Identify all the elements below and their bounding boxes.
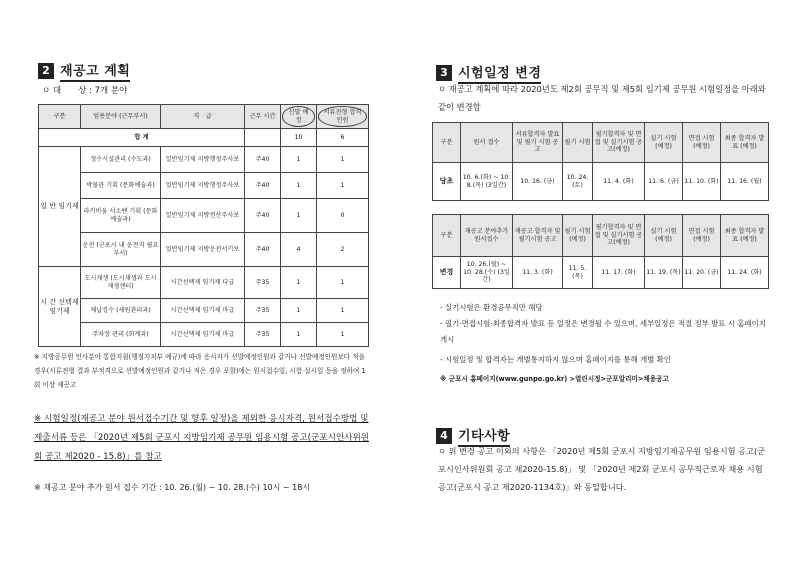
header-grade: 직 급	[161, 105, 245, 129]
total-row: 합 계 10 6	[39, 129, 369, 147]
table-row: 박물관 기획 (문화예술과) 일반임기제 지방행정주사보 주40 1 1	[39, 173, 369, 199]
schedule-reference-note: ※ 시험일정(재공고 분야 원서접수기간 및 향후 일정)을 제외한 응시자격, 원서접수방법 및 제출서류 등은 「2020년 제5회 군포시 지방임기제 공무원 임용시험 공고(군포시인사위원회 공고 제2020 - 15.8)」를 참고	[34, 414, 370, 462]
other-matters-body: ㅇ 위 변경 공고 이외의 사항은 「2020년 제5회 군포시 지방임기제공무원 임용시험 공고(군포시인사위원회 공고 제2020-15.8)」 및 「2020년 제2회 군포시 공무직근로자 채용 시험 공고(군포시 공고 제2020-1134호)」와 동일합니다.	[438, 446, 766, 492]
homepage-link-note: ※ 군포시 홈페이지(www.gunpo.go.kr) >열린시정>군포알리미>채용공고	[440, 375, 669, 383]
schedule-change-intro: ㅇ 재공고 계획에 따라 2020년도 제2회 공무직 및 제5회 임기제 공무원 시험일정을 아래와 같이 변경함	[438, 84, 766, 112]
section-number: 2	[38, 63, 54, 79]
changed-schedule-table: 구분 재공고 분야추가 원서접수 재공고 합격자 및 필기시험 공고 필기 시험 (예정) 필기합격자 및 면접 및 실기시험 공고(예정) 실기 시험 (예정) 면접 시험 (예정) 최종 합격자 발표 (예정) 변경 10. 26.(월) ~ 10. 28.(수) (3일간) 11. 3. (화) 11. 5. (목) 11. 17. (화) 11. 19. (목) 11. 20. (금) 11. 24. (화)	[432, 214, 769, 289]
table-row: 주차장 관리 (회계과) 시간선택제 임기제 마급 주35 1 1	[39, 323, 369, 347]
table-row: 일 반 임기제 정수시설관리 (수도과) 일반임기제 지방행정주사보 주40 1 1	[39, 147, 369, 173]
header-hours: 근무 시간	[245, 105, 281, 129]
section-number: 3	[436, 65, 452, 81]
header-field: 임용분야 (근무부서)	[81, 105, 161, 129]
recruit-plan-table	[38, 104, 369, 347]
target-subtitle: ㅇ 대 상 : 7개 분야	[42, 86, 128, 96]
section-title: 기타사항	[458, 425, 510, 447]
additional-application-period: ※ 재공고 분야 추가 원서 접수 기간 : 10. 26.(월) ~ 10. 28.(수) 10시 ~ 18시	[34, 483, 311, 492]
group-label-parttime: 시 간 선택제 임기제	[39, 267, 81, 347]
schedule-note: - 필기·면접시험·최종합격자 발표 등 일정은 변경될 수 있으며, 세부일정은 적절 정부 발표 시 홈페이지 게시	[440, 319, 766, 344]
section-title: 시험일정 변경	[458, 62, 541, 84]
section-number: 4	[436, 428, 452, 444]
reannouncement-note: ※ 지방공무원 인사분야 통합지침(행정지치부 예규)에 따라 응시자가 선발예정인원과 같거나 선발예정인원보다 적을 경우(서류전형 결과 부적격으로 선발예정인원과 같거나 적은 경우 포함)에는 원서접수일, 시험 실시일 등을 정하여 1회 이상 재공고	[34, 353, 366, 389]
table-row: 당초 10. 6.(화) ~ 10. 8.(목) (3일간) 10. 16. (금) 10. 24. (토) 11. 4. (화) 11. 6. (금) 11. 10. (화) 11. 16. (월)	[433, 163, 769, 201]
table-row: 라키비움 서소벤 기획 (문화예술과) 일반임기제 지방전산주사보 주40 1 0	[39, 199, 369, 233]
section-title: 재공고 계획	[60, 60, 130, 82]
schedule-note: - 시험일정 및 합격자는 개별통지하지 않으며 홈페이지를 통해 개별 확인	[440, 355, 671, 364]
table-row: 체납징수 (세원관리과) 시간선택제 임기제 마급 주35 1 1	[39, 299, 369, 323]
header-pass: 서류전형 합격인원	[317, 105, 369, 129]
schedule-note: - 실기시험은 환경공무직만 해당	[440, 303, 543, 312]
original-schedule-table: 구분 원서 접수 서류합격자 발표 및 필기 시험 공고 필기 시험 필기합격자 및 면접 및 실기시험 공고(예정) 실기 시험 (예정) 면접 시험 (예정) 최종 합격자 발표 (예정) 당초 10. 6.(화) ~ 10. 8.(목) (3일간) 10. 16. (금) 10. 24. (토) 11. 4. (화) 11. 6. (금) 11. 10. (화) 11. 16. (월)	[432, 122, 769, 201]
table-row: 시 간 선택제 임기제 도시재생 (도시재생과 도시재생센터) 시간선택제 임기제 다급 주35 1 1	[39, 267, 369, 299]
section-2-heading	[38, 60, 130, 82]
header-category: 구분	[39, 105, 81, 129]
table-row: 운전 (군포시 내 운전직 필요부서) 일반임기제 지방운전서기보 주40 4 2	[39, 233, 369, 267]
table-row: 변경 10. 26.(월) ~ 10. 28.(수) (3일간) 11. 3. (화) 11. 5. (목) 11. 17. (화) 11. 19. (목) 11. 20. (금) 11. 24. (화)	[433, 257, 769, 289]
group-label-general: 일 반 임기제	[39, 147, 81, 267]
header-selection: 선발 예정	[281, 105, 317, 129]
